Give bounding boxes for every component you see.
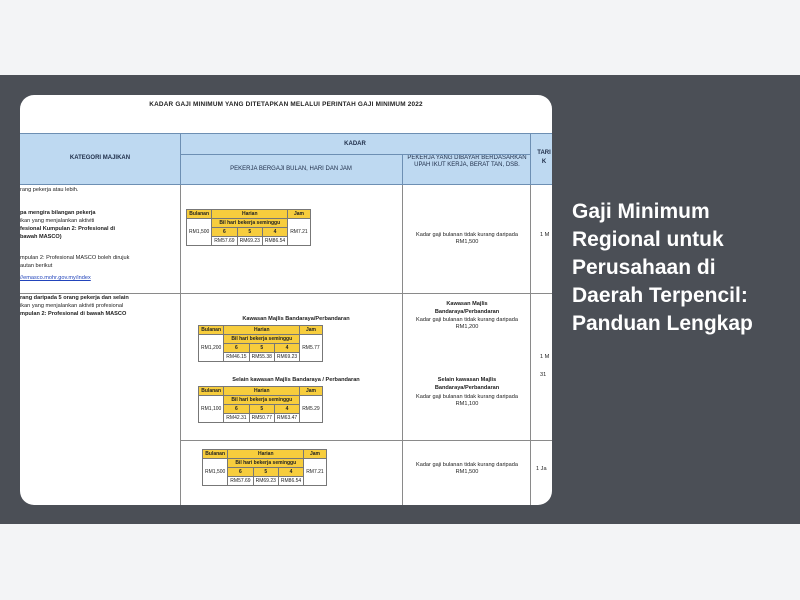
header-bergaji: PEKERJA BERGAJI BULAN, HARI DAN JAM	[230, 166, 352, 172]
monthly-rate: RM1,500	[187, 219, 212, 246]
body-col-line-2	[402, 185, 403, 505]
area1-kadar-title-2: Bandaraya/Perbandaran	[434, 309, 500, 315]
header-col-line-2	[402, 154, 403, 186]
rate-4: RM69.23	[274, 353, 299, 362]
row2-tarikh-2: 31	[540, 372, 547, 378]
col-jam: Jam	[300, 387, 323, 396]
table-header	[20, 133, 552, 185]
page-headline: Gaji Minimum Regional untuk Perusahaan di Daerah Terpencil: Panduan Lengkap	[572, 200, 753, 335]
row1-line2: ikan yang menjalankan aktiviti	[20, 218, 95, 224]
row1-line1: pa mengira bilangan pekerja	[20, 210, 96, 216]
days-4: 4	[274, 344, 299, 353]
header-col-line-1	[180, 134, 181, 186]
header-kadar: KADAR	[344, 141, 366, 147]
rate-4: RM86.54	[262, 237, 287, 246]
rate-4: RM63.47	[274, 414, 299, 423]
monthly-rate: RM1,200	[199, 335, 224, 362]
days-4: 4	[262, 228, 287, 237]
bil-hari: Bil hari bekerja seminggu	[224, 396, 300, 405]
col-harian: Harian	[224, 387, 300, 396]
body-col-line-3	[530, 185, 531, 505]
col-harian: Harian	[224, 326, 300, 335]
header-kategori: KATEGORI MAJIKAN	[69, 155, 131, 161]
row1-line3: fesional Kumpulan 2: Profesional di	[20, 226, 116, 232]
masco-link[interactable]: //emasco.mohr.gov.my/index	[20, 275, 91, 281]
hourly-rate: RM7.21	[304, 459, 327, 486]
header-dibayar: PEKERJA YANG DIBAYAR BERDASARKAN UPAH IKUT KERJA, BERAT TAN, DSB.	[407, 155, 527, 168]
days-5: 5	[249, 344, 274, 353]
bil-hari: Bil hari bekerja seminggu	[224, 335, 300, 344]
days-6: 6	[224, 405, 249, 414]
rate-table-3	[198, 386, 323, 423]
row1-kadar-text: Kadar gaji bulanan tidak kurang daripada RM1,500	[415, 232, 518, 245]
area2-kadar-text: Kadar gaji bulanan tidak kurang daripada RM1,100	[415, 394, 518, 407]
row1-tarikh: 1 M	[540, 232, 550, 238]
monthly-rate: RM1,100	[199, 396, 224, 423]
row2-line2: ikan yang menjalankan aktiviti profesional	[20, 303, 124, 309]
hourly-rate: RM5.29	[300, 396, 323, 423]
document-image-card	[20, 95, 552, 505]
row2-line1: rang daripada 5 orang pekerja dan selain	[20, 295, 129, 301]
header-tarikh-2: K	[541, 159, 547, 165]
rate-5: RM55.38	[249, 353, 274, 362]
days-5: 5	[237, 228, 262, 237]
col-bulanan: Bulanan	[199, 387, 224, 396]
days-4: 4	[278, 468, 303, 477]
days-6: 6	[212, 228, 237, 237]
days-5: 5	[249, 405, 274, 414]
row3-tarikh: 1 Ja	[536, 466, 547, 472]
rate-6: RM46.15	[224, 353, 249, 362]
rate-6: RM42.31	[224, 414, 249, 423]
area2-kadar-title-1: Selain kawasan Majlis	[437, 377, 497, 383]
header-tarikh: TARI	[537, 150, 551, 156]
monthly-rate: RM1,500	[203, 459, 228, 486]
row1-intro: rang pekerja atau lebih.	[20, 187, 79, 193]
days-6: 6	[228, 468, 253, 477]
col-bulanan: Bulanan	[203, 450, 228, 459]
rate-table-4	[202, 449, 327, 486]
document-title: KADAR GAJI MINIMUM YANG DITETAPKAN MELALUI PERINTAH GAJI MINIMUM 2022	[149, 101, 423, 108]
col-bulanan: Bulanan	[199, 326, 224, 335]
days-5: 5	[253, 468, 278, 477]
area2-kadar-title-2: Bandaraya/Perbandaran	[434, 385, 500, 391]
area1-kadar-title-1: Kawasan Majlis	[446, 301, 488, 307]
rate-5: RM69.23	[253, 477, 278, 486]
row1-line6: autan berikut	[20, 263, 53, 269]
row1-line4: bawah MASCO)	[20, 234, 62, 240]
bil-hari: Bil hari bekerja seminggu	[212, 219, 288, 228]
rate-6: RM57.69	[228, 477, 253, 486]
area1-label: Kawasan Majlis Bandaraya/Perbandaran	[242, 316, 350, 322]
row-divider-2	[180, 440, 552, 441]
col-bulanan: Bulanan	[187, 210, 212, 219]
body-col-line-1	[180, 185, 181, 505]
header-col-line-3	[530, 134, 531, 186]
col-harian: Harian	[212, 210, 288, 219]
col-jam: Jam	[300, 326, 323, 335]
row-divider-1	[20, 293, 552, 294]
rate-6: RM57.69	[212, 237, 237, 246]
header-divider	[180, 154, 530, 155]
row2-tarikh-1: 1 M	[540, 354, 550, 360]
col-jam: Jam	[288, 210, 311, 219]
hourly-rate: RM5.77	[300, 335, 323, 362]
area2-label: Selain kawasan Majlis Bandaraya / Perbandaran	[232, 377, 360, 383]
rate-5: RM50.77	[249, 414, 274, 423]
bil-hari: Bil hari bekerja seminggu	[228, 459, 304, 468]
area1-kadar-text: Kadar gaji bulanan tidak kurang daripada RM1,200	[415, 317, 518, 330]
rate-table-1	[186, 209, 311, 246]
row1-line5: mpulan 2: Profesional MASCO boleh dirujuk	[20, 255, 130, 261]
rate-5: RM69.23	[237, 237, 262, 246]
rate-table-2	[198, 325, 323, 362]
rate-4: RM86.54	[278, 477, 303, 486]
col-jam: Jam	[304, 450, 327, 459]
row3-kadar-text: Kadar gaji bulanan tidak kurang daripada RM1,500	[415, 462, 518, 475]
days-4: 4	[274, 405, 299, 414]
days-6: 6	[224, 344, 249, 353]
hourly-rate: RM7.21	[288, 219, 311, 246]
row2-line3: mpulan 2: Profesional di bawah MASCO	[20, 311, 127, 317]
col-harian: Harian	[228, 450, 304, 459]
